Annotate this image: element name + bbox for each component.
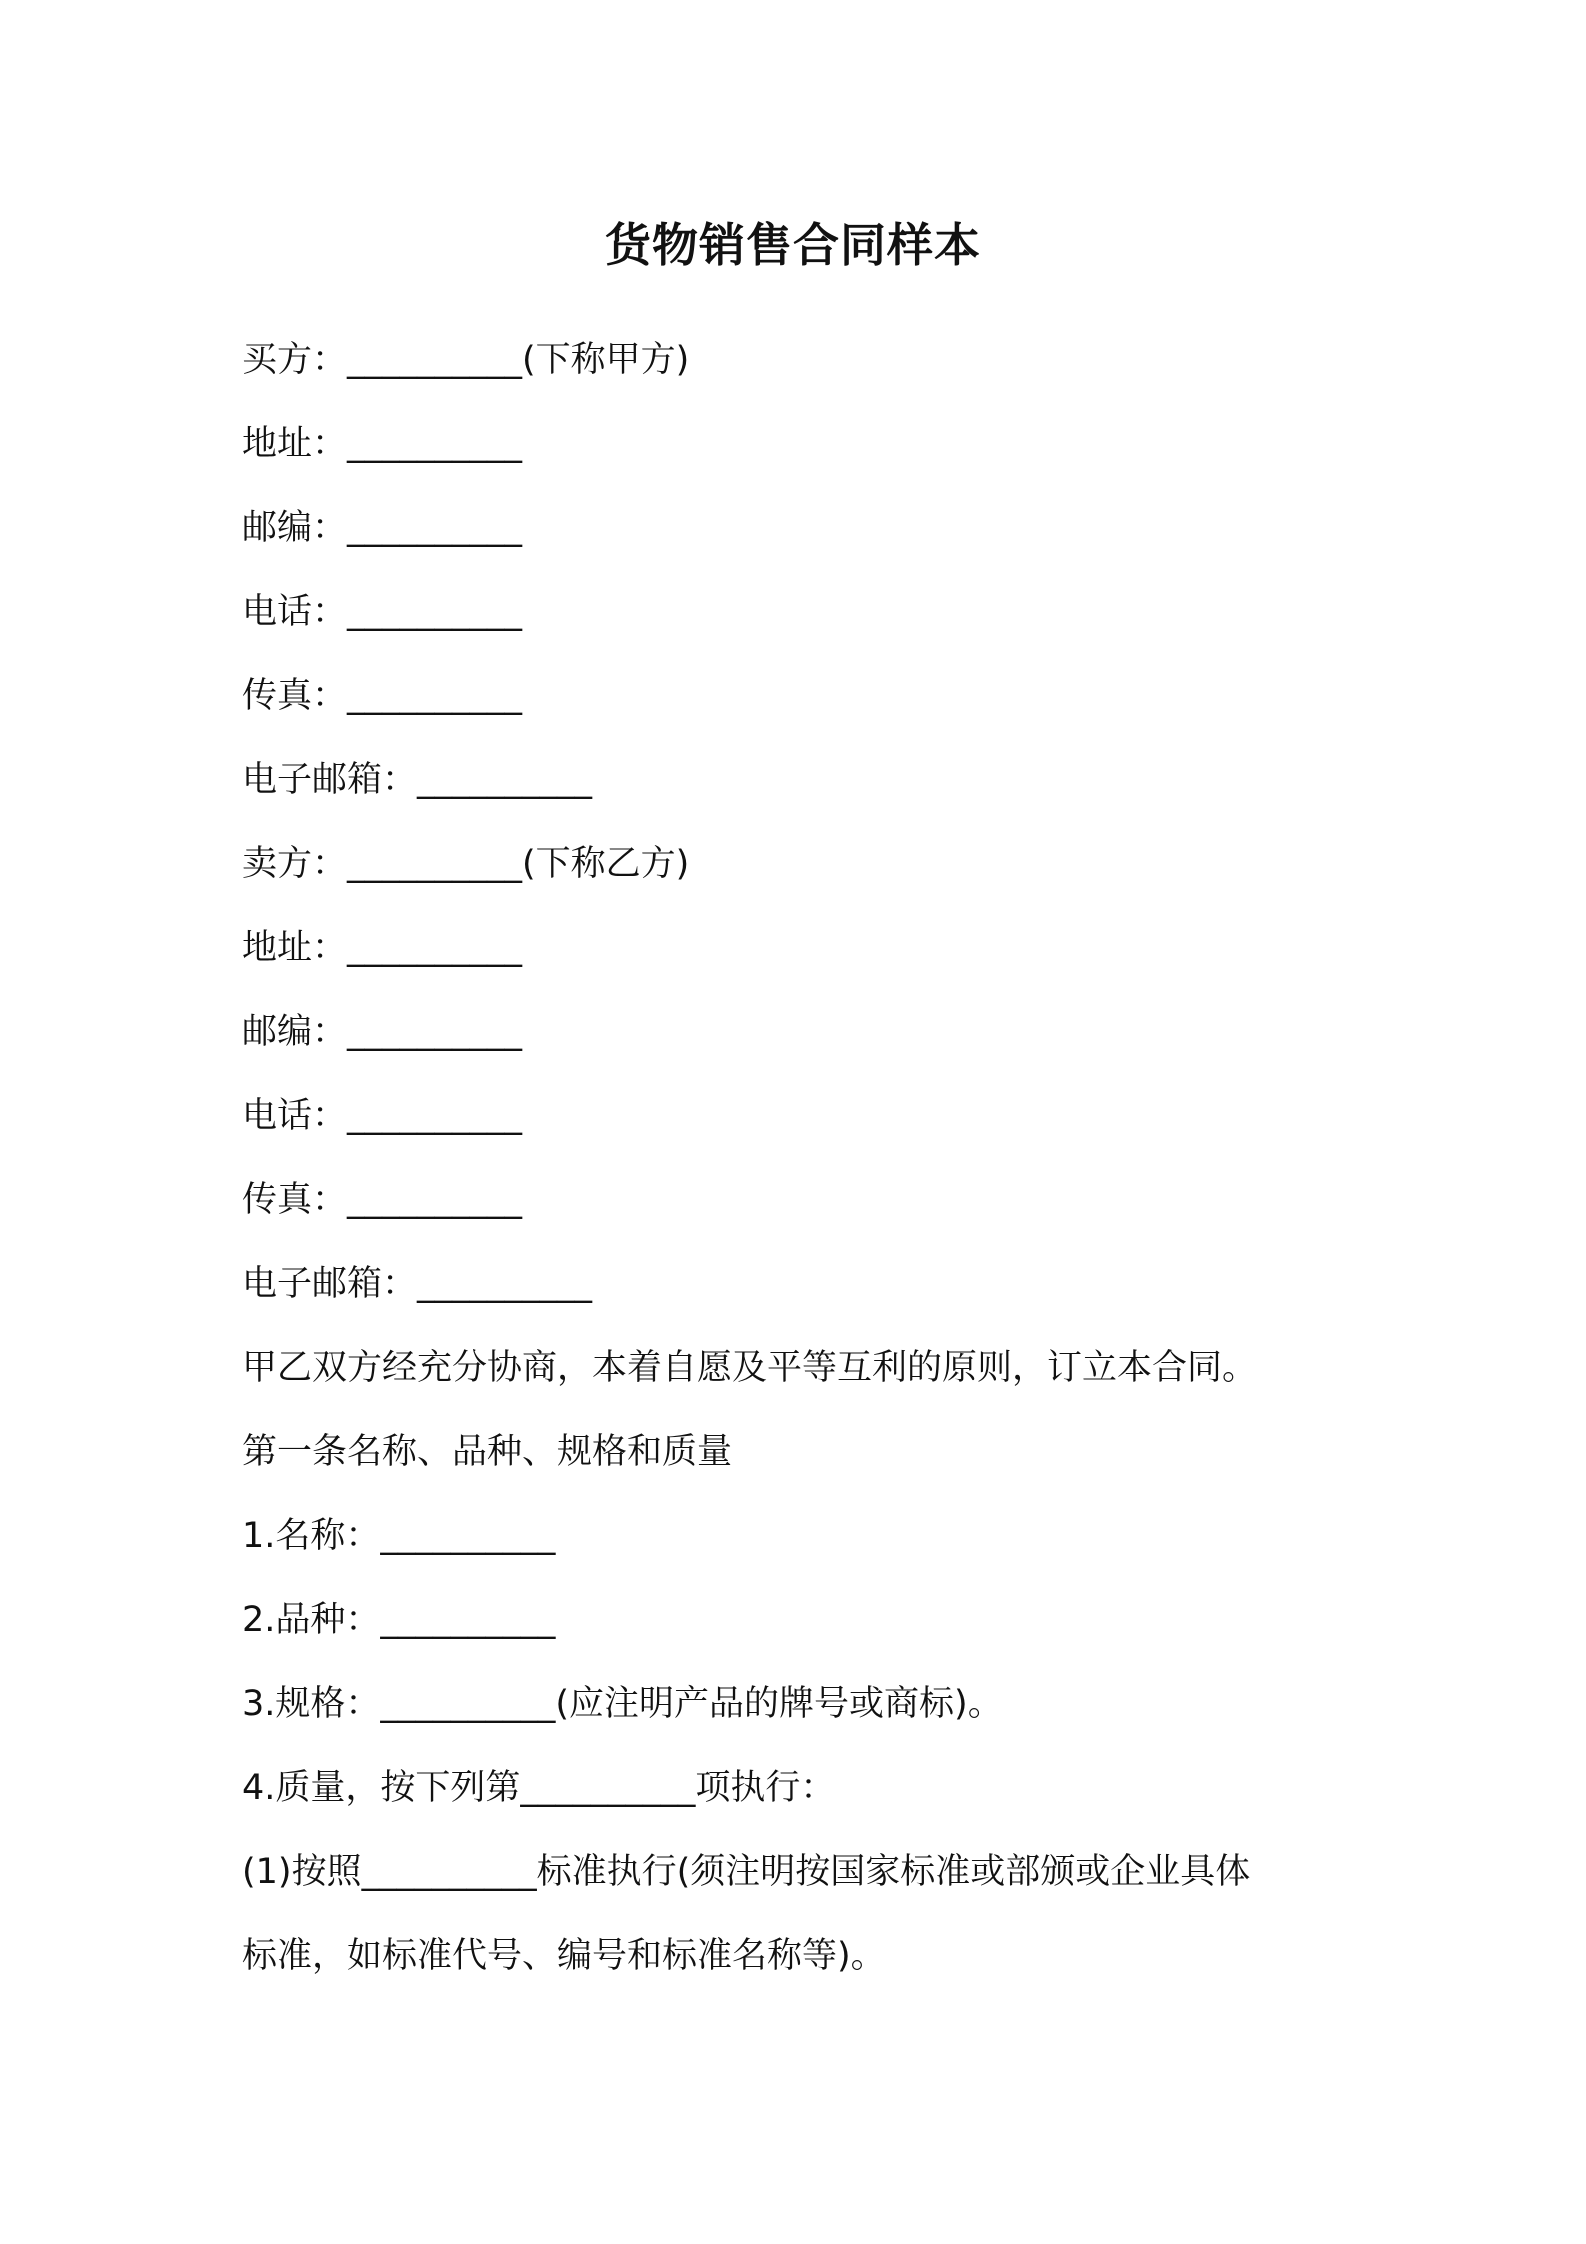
quality-standard-line: (1)按照__________标准执行(须注明按国家标准或部颁或企业具体 xyxy=(242,1852,1251,1892)
item-variety-line: 2.品种：__________ xyxy=(242,1600,556,1640)
buyer-line: 买方：__________(下称甲方) xyxy=(242,340,690,380)
item-spec-line: 3.规格：__________(应注明产品的牌号或商标)。 xyxy=(242,1684,1003,1724)
quality-standard-continuation: 标准，如标准代号、编号和标准名称等)。 xyxy=(242,1936,886,1976)
article-one-heading: 第一条名称、品种、规格和质量 xyxy=(242,1432,733,1472)
buyer-email-line: 电子邮箱：__________ xyxy=(242,760,593,800)
buyer-phone-line: 电话：__________ xyxy=(242,592,523,632)
buyer-postcode-line: 邮编：__________ xyxy=(242,508,523,548)
seller-address-line: 地址：__________ xyxy=(242,928,523,968)
seller-postcode-line: 邮编：__________ xyxy=(242,1012,523,1052)
agreement-preamble: 甲乙双方经充分协商，本着自愿及平等互利的原则，订立本合同。 xyxy=(242,1348,1258,1388)
seller-phone-line: 电话：__________ xyxy=(242,1096,523,1136)
buyer-fax-line: 传真：__________ xyxy=(242,676,523,716)
seller-email-line: 电子邮箱：__________ xyxy=(242,1264,593,1304)
seller-fax-line: 传真：__________ xyxy=(242,1180,523,1220)
item-quality-line: 4.质量，按下列第__________项执行： xyxy=(242,1768,836,1808)
buyer-address-line: 地址：__________ xyxy=(242,424,523,464)
item-name-line: 1.名称：__________ xyxy=(242,1516,556,1556)
document-body xyxy=(242,318,1362,1998)
document-title: 货物销售合同样本 xyxy=(605,218,981,272)
seller-line: 卖方：__________(下称乙方) xyxy=(242,844,690,884)
